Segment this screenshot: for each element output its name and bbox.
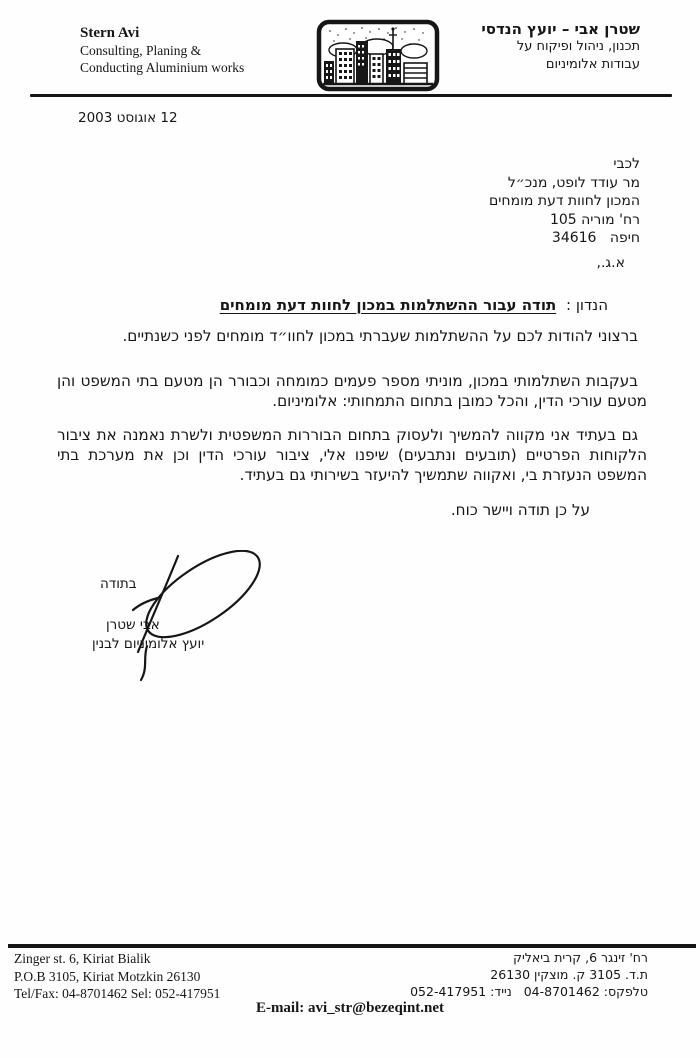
letterhead-hebrew (481, 20, 640, 74)
footer-english (14, 950, 220, 1003)
footer-line-he: ת.ד. 3105 ק. מוצקין 26130 (490, 967, 648, 982)
footer-line-en: Tel/Fax: 04-8701462 Sel: 052-417951 (14, 986, 221, 1001)
paragraph: גם בעתיד אני מקווה להמשיך ולעסוק בתחום הבוררות המשפטית ולשרת נאמנה את ציבור הלקוחות הפרטיים (תובעים ונתבעים) שיפנו אלי, ציבור עורכי הדין וכן את מערכת בתי המשפט הנעזרת בי, ואקווה שתמשיך להיעזר בשירותי גם בעתיד. (57, 426, 647, 484)
footer-line-he: רח' זינגר 6, קרית ביאליק (513, 950, 648, 965)
company-name-en: Stern Avi (80, 25, 140, 41)
email-address: avi_str@bezeqint.net (308, 1000, 445, 1016)
signature-title: יועץ אלומיניום לבנין (92, 636, 205, 652)
company-tagline-he-1: תכנון, ניהול ופיקוח על (516, 39, 640, 54)
letterhead-english (80, 25, 244, 76)
footer-line-en: Zinger st. 6, Kiriat Bialik (14, 951, 151, 966)
paragraph: ברצוני להודות לכם על ההשתלמות שעברתי במכון לחוו״ד מומחים לפני כשנתיים. (122, 327, 638, 345)
recipient-line: רח' מוריה 105 (549, 211, 640, 228)
email-label: E-mail: (255, 1000, 305, 1016)
footer-line-en: P.O.B 3105, Kiriat Motzkin 26130 (14, 968, 201, 984)
footer-hebrew (410, 949, 648, 1000)
company-tagline-en-2: Conducting Aluminium works (80, 60, 245, 75)
recipient-block (489, 155, 640, 248)
footer-divider (8, 944, 696, 948)
letterhead-divider (30, 94, 672, 97)
company-tagline-he-2: עבודות אלומיניום (545, 57, 640, 72)
recipient-line: המכון לחוות דעת מומחים (489, 193, 640, 209)
company-tagline-en-1: Consulting, Planing & (80, 43, 202, 58)
subject-label: הנדון : (566, 296, 608, 314)
recipient-line: חיפה 34616 (551, 230, 640, 246)
company-name-he: שטרן אבי – יועץ הנדסי (481, 20, 640, 38)
closing-line: על כן תודה ויישר כוח. (450, 500, 590, 519)
city-skyline-logo-icon (316, 19, 440, 93)
signature-thanks: בתודה (100, 576, 137, 592)
paragraph: בעקבות השתלמותי במכון, מוניתי מספר פעמים כמומחה וכבורר הן מטעם בתי המשפט והן מטעם עורכי הדין, והכל כמובן בתחום התמחותי: אלומיניום. (57, 371, 647, 410)
letter-date: 12 אוגוסט 2003 (78, 110, 178, 126)
recipient-line: לכבי (613, 156, 640, 172)
salutation: א.ג., (596, 255, 625, 271)
letter-body (57, 327, 647, 536)
recipient-line: מר עודד לופט, מנכ״ל (507, 174, 640, 191)
subject-line (220, 296, 608, 314)
signature-name: אבי שטרן (106, 617, 160, 633)
subject-title: תודה עבור ההשתלמות במכון לחוות דעת מומחים (219, 296, 557, 314)
footer-line-he: טלפקס: 04-8701462 נייד: 052-417951 (410, 984, 648, 999)
footer-email (0, 1000, 700, 1017)
